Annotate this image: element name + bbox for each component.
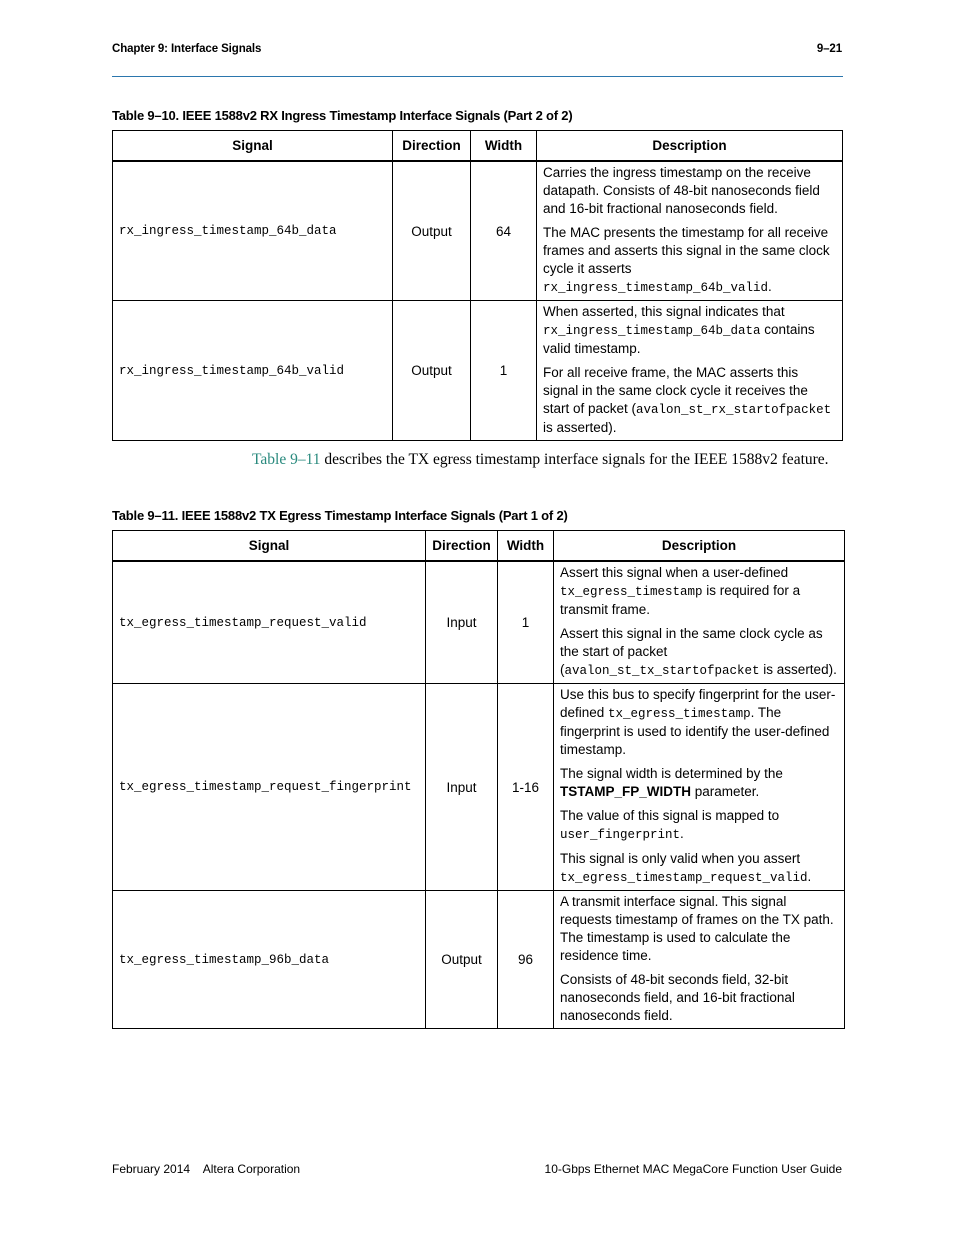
signal-description (537, 161, 843, 301)
signal-description (554, 684, 845, 891)
description-paragraph: Assert this signal in the same clock cycle as the start of packet (avalon_st_tx_startofpacket is asserted). (560, 626, 837, 678)
column-header-description: Description (537, 131, 843, 162)
signal-name: tx_egress_timestamp_96b_data (113, 891, 426, 1029)
signal-reference: avalon_st_tx_startofpacket (564, 664, 760, 678)
footer-document-title: 10-Gbps Ethernet MAC MegaCore Function User Guide (544, 1162, 842, 1176)
signal-description (554, 561, 845, 684)
description-paragraph: When asserted, this signal indicates that rx_ingress_timestamp_64b_data contains valid timestamp. (543, 304, 815, 356)
signal-width: 1 (498, 561, 554, 684)
table-row (113, 301, 843, 441)
table-header-row (113, 531, 845, 562)
signal-reference: rx_ingress_timestamp_64b_data (543, 324, 761, 338)
signal-direction: Output (393, 161, 471, 301)
description-paragraph: Carries the ingress timestamp on the receive datapath. Consists of 48-bit nanoseconds field and 16-bit fractional nanoseconds field. (543, 165, 820, 216)
signal-description (537, 301, 843, 441)
column-header-signal: Signal (113, 131, 393, 162)
description-paragraph: The MAC presents the timestamp for all receive frames and asserts this signal in the same clock cycle it asserts rx_ingress_timestamp_64b_valid. (543, 225, 830, 295)
signal-reference: tx_egress_timestamp (560, 585, 703, 599)
column-header-direction: Direction (393, 131, 471, 162)
description-paragraph: The value of this signal is mapped to user_fingerprint. (560, 808, 780, 842)
signal-reference: tx_egress_timestamp (608, 707, 751, 721)
signal-direction: Output (393, 301, 471, 441)
signal-description (554, 891, 845, 1029)
page-number: 9–21 (816, 43, 842, 55)
description-paragraph: The signal width is determined by the TSTAMP_FP_WIDTH parameter. (560, 766, 783, 799)
chapter-header: Chapter 9: Interface Signals (112, 43, 262, 55)
column-header-description: Description (554, 531, 845, 562)
signal-name: tx_egress_timestamp_request_valid (113, 561, 426, 684)
table-cross-reference-link[interactable]: Table 9–11 (252, 451, 321, 468)
description-paragraph: For all receive frame, the MAC asserts this signal in the same clock cycle it receives the start of packet (avalon_st_rx_startofpacket is asserted). (543, 365, 832, 435)
signal-width: 1-16 (498, 684, 554, 891)
column-header-signal: Signal (113, 531, 426, 562)
table-header-row (113, 131, 843, 162)
table-9-11-caption: Table 9–11. IEEE 1588v2 TX Egress Timestamp Interface Signals (Part 1 of 2) (112, 508, 568, 523)
description-paragraph: Use this bus to specify fingerprint for the user-defined tx_egress_timestamp. The fingerprint is used to identify the user-defined timestamp. (560, 687, 836, 757)
table-9-10 (112, 130, 843, 441)
table-9-11 (112, 530, 845, 1029)
column-header-width: Width (471, 131, 537, 162)
signal-direction: Output (426, 891, 498, 1029)
signal-width: 1 (471, 301, 537, 441)
signal-name: rx_ingress_timestamp_64b_valid (113, 301, 393, 441)
column-header-width: Width (498, 531, 554, 562)
signal-reference: rx_ingress_timestamp_64b_valid (543, 281, 769, 295)
signal-reference: user_fingerprint (560, 828, 681, 842)
signal-name: tx_egress_timestamp_request_fingerprint (113, 684, 426, 891)
signal-direction: Input (426, 561, 498, 684)
signal-width: 64 (471, 161, 537, 301)
signal-reference: tx_egress_timestamp_request_valid (560, 871, 808, 885)
signal-reference: avalon_st_rx_startofpacket (636, 403, 832, 417)
table-row (113, 561, 845, 684)
signal-name: rx_ingress_timestamp_64b_data (113, 161, 393, 301)
footer-date-company: February 2014 Altera Corporation (112, 1162, 301, 1176)
description-paragraph: A transmit interface signal. This signal requests timestamp of frames on the TX path. The timestamp is used to calculate the residence time. (560, 894, 834, 963)
table-row (113, 684, 845, 891)
table-row (113, 161, 843, 301)
table-9-10-caption: Table 9–10. IEEE 1588v2 RX Ingress Timestamp Interface Signals (Part 2 of 2) (112, 108, 573, 123)
description-paragraph: Assert this signal when a user-defined tx_egress_timestamp is required for a transmit frame. (560, 565, 801, 617)
parameter-name: TSTAMP_FP_WIDTH (560, 784, 691, 799)
body-paragraph: Table 9–11 describes the TX egress timestamp interface signals for the IEEE 1588v2 feature. (252, 451, 829, 468)
column-header-direction: Direction (426, 531, 498, 562)
table-row (113, 891, 845, 1029)
signal-direction: Input (426, 684, 498, 891)
signal-width: 96 (498, 891, 554, 1029)
description-paragraph: Consists of 48-bit seconds field, 32-bit nanoseconds field, and 16-bit fractional nanoseconds field. (560, 972, 795, 1023)
description-paragraph: This signal is only valid when you assert tx_egress_timestamp_request_valid. (560, 851, 812, 885)
header-rule (112, 76, 843, 77)
